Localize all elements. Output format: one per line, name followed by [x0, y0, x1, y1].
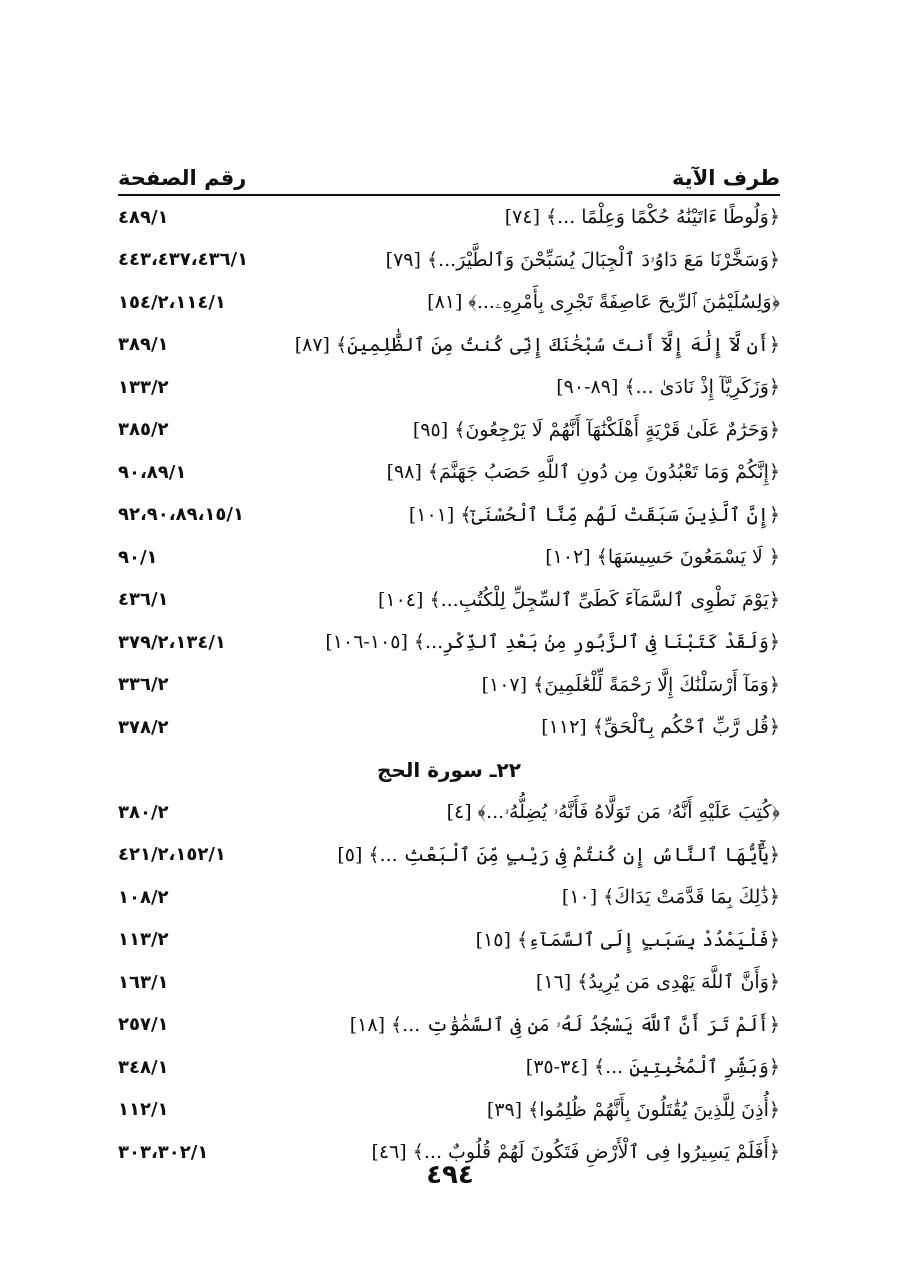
verse-excerpt: ﴿وَحَرَٰمٌ عَلَىٰ قَرْيَةٍ أَهْلَكْنَٰهَآ أَنَّهُمْ لَا يَرْجِعُونَ﴾ [٩٥] [412, 418, 780, 441]
verse-excerpt: ﴿أُذِنَ لِلَّذِينَ يُقَٰتَلُونَ بِأَنَّهُمْ ظُلِمُوا﴾ [٣٩] [486, 1098, 780, 1121]
list-item [118, 706, 780, 749]
verse-excerpt: ﴿ذَٰلِكَ بِمَا قَدَّمَتْ يَدَاكَ﴾ [١٠] [561, 886, 780, 909]
verse-excerpt: ﴿فَلْيَمْدُدْ بِسَبَبٍ إِلَى ٱلسَّمَآءِ﴾ [١٥] [475, 928, 780, 951]
page-reference: ١٦٣/١ [118, 971, 169, 993]
page-reference: ٣٨٥/٢ [118, 419, 169, 441]
page-reference: ٣٣٦/٢ [118, 674, 169, 696]
verse-excerpt: ﴿إِنَّكُمْ وَمَا تَعْبُدُونَ مِن دُونِ ٱللَّهِ حَصَبُ جَهَنَّمَ﴾ [٩٨] [386, 461, 780, 484]
verse-excerpt: ﴿أَفَلَمْ يَسِيرُوا فِى ٱلْأَرْضِ فَتَكُونَ لَهُمْ قُلُوبٌ ...﴾ [٤٦] [371, 1141, 780, 1164]
page-reference: ١٣٣/٢ [118, 376, 169, 398]
verse-excerpt: ﴿قُل رَّبِّ ٱحْكُم بِٱلْحَقِّ﴾ [١١٢] [541, 716, 780, 739]
list-item [118, 1004, 780, 1047]
page-reference: ٣٨٩/١ [118, 334, 169, 356]
list-item [118, 1046, 780, 1089]
list-item [118, 919, 780, 962]
verse-excerpt: ﴿كُتِبَ عَلَيْهِ أَنَّهُۥ مَن تَوَلَّاهُ فَأَنَّهُۥ يُضِلُّهُۥ...﴾ [٤] [446, 801, 780, 824]
page-reference: ٤٣٦/١ [118, 589, 169, 611]
page-reference: ٩٠،٨٩/١ [118, 461, 187, 483]
verse-excerpt: ﴿وَزَكَرِيَّآ إِذْ نَادَىٰ ...﴾ [٨٩-٩٠] [556, 376, 780, 399]
page-reference: ٤٨٩/١ [118, 206, 169, 228]
verse-excerpt: ﴿يَٰٓأَيُّهَا ٱلنَّاسُ إِن كُنتُمْ فِى رَيْبٍ مِّنَ ٱلْبَعْثِ ...﴾ [٥] [337, 843, 780, 866]
verse-excerpt: ﴿أَن لَّآ إِلَٰهَ إِلَّآ أَنتَ سُبْحَٰنَكَ إِنِّى كُنتُ مِنَ ٱلظَّٰلِمِينَ﴾ [٨٧] [294, 333, 780, 356]
list-item [118, 281, 780, 324]
verse-excerpt: ﴿إِنَّ ٱلَّذِينَ سَبَقَتْ لَهُم مِّنَّا ٱلْحُسْنَىٰٓ﴾ [١٠١] [408, 503, 780, 526]
page-reference: ٢٥٧/١ [118, 1014, 169, 1036]
page-reference: ٣٧٩/٢،١٣٤/١ [118, 631, 226, 653]
list-item [118, 409, 780, 452]
verse-excerpt: ﴿وَسَخَّرْنَا مَعَ دَاوُۥدَ ٱلْجِبَالَ يُسَبِّحْنَ وَٱلطَّيْرَ...﴾ [٧٩] [385, 248, 780, 271]
list-item [118, 494, 780, 537]
list-item [118, 536, 780, 579]
page-reference: ٤٢١/٢،١٥٢/١ [118, 844, 226, 866]
column-header [118, 150, 780, 196]
page-reference: ٣٧٨/٢ [118, 716, 169, 738]
page-reference: ١١٣/٢ [118, 929, 169, 951]
list-item [118, 451, 780, 494]
page-reference: ٤٤٣،٤٣٧،٤٣٦/١ [118, 249, 249, 271]
verse-excerpt: ﴿ لَا يَسْمَعُونَ حَسِيسَهَا﴾ [١٠٢] [545, 546, 780, 569]
page-reference: ١٥٤/٢،١١٤/١ [118, 291, 226, 313]
verse-excerpt: ﴿وَلَقَدْ كَتَبْنَا فِى ٱلزَّبُورِ مِنۢ بَعْدِ ٱلذِّكْرِ...﴾ [١٠٥-١٠٦] [325, 631, 780, 654]
verse-excerpt: ﴿وَلُوطًا ءَاتَيْنَٰهُ حُكْمًا وَعِلْمًا ...﴾ [٧٤] [504, 206, 780, 229]
list-item [118, 621, 780, 664]
list-item [118, 366, 780, 409]
page-number: ٤٩٤ [426, 1160, 474, 1190]
verse-index-list [118, 196, 780, 1174]
page-column-title: رقم الصفحة [118, 166, 247, 190]
page-reference: ٣٠٣،٣٠٢/١ [118, 1141, 209, 1163]
list-item [118, 664, 780, 707]
list-item [118, 1089, 780, 1132]
list-item [118, 239, 780, 282]
verse-excerpt: ﴿وَلِسُلَيْمَٰنَ ٱلرِّيحَ عَاصِفَةً تَجْرِى بِأَمْرِهِۦ...﴾ [٨١] [427, 291, 780, 314]
surah-heading: ٢٢ـ سورة الحج [377, 757, 521, 782]
verse-excerpt: ﴿وَمَآ أَرْسَلْنَٰكَ إِلَّا رَحْمَةً لِّلْعَٰلَمِينَ﴾ [١٠٧] [481, 673, 780, 696]
page-reference: ٩٢،٩٠،٨٩،١٥/١ [118, 504, 244, 526]
verse-excerpt: ﴿أَلَمْ تَرَ أَنَّ ٱللَّهَ يَسْجُدُ لَهُۥ مَن فِى ٱلسَّمَٰوَٰتِ ...﴾ [١٨] [349, 1013, 780, 1036]
list-item [118, 876, 780, 919]
page-reference: ٣٤٨/١ [118, 1056, 169, 1078]
page-reference: ٣٨٠/٢ [118, 801, 169, 823]
page-reference: ١١٢/١ [118, 1099, 169, 1121]
verse-column-title: طرف الآية [671, 166, 780, 190]
list-item [118, 961, 780, 1004]
page-reference: ٩٠/١ [118, 546, 158, 568]
page-reference: ١٠٨/٢ [118, 886, 169, 908]
list-item [118, 834, 780, 877]
list-item [118, 791, 780, 834]
list-item [118, 324, 780, 367]
list-item [118, 196, 780, 239]
verse-excerpt: ﴿يَوْمَ نَطْوِى ٱلسَّمَآءَ كَطَىِّ ٱلسِّجِلِّ لِلْكُتُبِ...﴾ [١٠٤] [377, 588, 780, 611]
verse-excerpt: ﴿وَبَشِّرِ ٱلْمُخْبِتِينَ ...﴾ [٣٤-٣٥] [525, 1056, 780, 1079]
list-item [118, 579, 780, 622]
verse-excerpt: ﴿وَأَنَّ ٱللَّهَ يَهْدِى مَن يُرِيدُ﴾ [١٦] [535, 971, 780, 994]
